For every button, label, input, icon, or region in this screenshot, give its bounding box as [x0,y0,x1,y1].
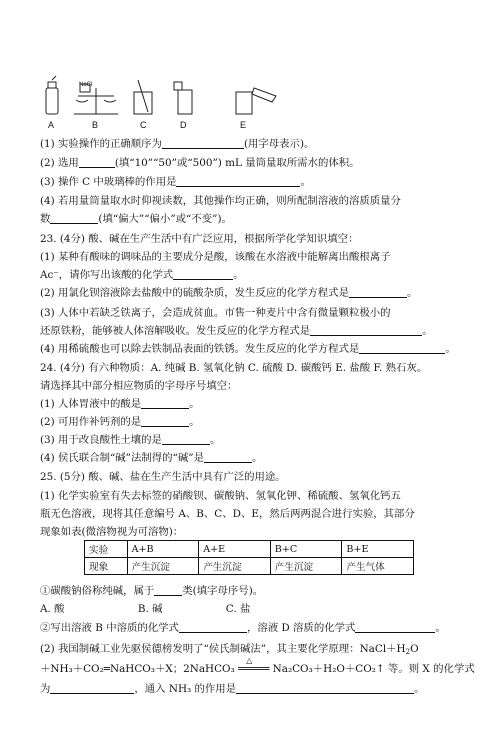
q25-item2: ②写出溶液 B 中溶质的化学式 ，溶液 D 溶质的化学式 。 [40,622,446,634]
table-cell: 产生沉淀 [199,558,271,575]
q23-part1b: Ac⁻，请你写出该酸的化学式 。 [40,269,244,281]
answer-blank[interactable] [141,398,189,409]
answer-blank[interactable] [162,434,210,445]
apparatus-figure [40,74,280,130]
q24-part3: (3) 用于改良酸性土壤的是 。 [40,434,221,446]
nacl-label: NaCl [79,82,93,88]
table-cell: B+C [270,541,342,558]
answer-blank[interactable] [141,416,189,427]
answer-blank[interactable] [79,157,115,168]
q25-part2a: (2) 我国制碱工业先驱侯德榜发明了“侯氏制碱法”，其主要化学原理：$NaCl+H_2O$ [40,643,419,656]
figure-label-b: B [92,120,99,130]
table-cell: 产生气体 [342,558,414,575]
q25-part2c: 为 ，通入 NH₃ 的作用是 。 [40,683,425,695]
option-b: B. 碱 [137,603,163,615]
table-row [85,541,414,558]
solution-q4: (4) 若用量筒量取水时仰视读数，其他操作均正确，则所配制溶液的溶质质量分 [40,195,401,207]
figure-label-e: E [240,120,247,130]
answer-blank[interactable] [310,325,422,336]
solution-q3: (3) 操作 C 中玻璃棒的作用是 。 [40,176,311,188]
solution-q4-cont: 数 (填“偏大”“偏小”或“不变”)。 [40,213,232,225]
figure-label-a: A [48,120,55,130]
q25-part1b: 瓶无色溶液，现将其任意编号 A、B、C、D、E，然后两两混合进行实验，其部分 [40,508,415,520]
q25-part1a: (1) 化学实验室有失去标签的硝酸钡、碳酸钠、氢氧化钾、稀硫酸、氢氧化钙五 [40,490,401,502]
q23-title: 23. (4分) 酸、碱在生产生活中有广泛应用，根据所学化学知识填空： [40,233,359,245]
answer-blank[interactable] [349,287,407,298]
heating-arrow: △ ═════ [238,656,270,675]
answer-blank[interactable] [176,176,300,187]
solution-q1: (1) 实验操作的正确顺序为 (用字母表示)。 [40,138,315,150]
answer-blank[interactable] [359,343,445,354]
q23-part3a: (3) 人体中若缺乏铁离子，会造成贫血。市售一种麦片中含有微量颗粒极小的 [40,307,391,319]
answer-blank[interactable] [204,452,252,463]
answer-blank[interactable] [355,622,435,633]
q24-part1: (1) 人体胃液中的酸是 。 [40,398,200,410]
q24-part2: (2) 可用作补钙剂的是 。 [40,416,200,428]
answer-blank[interactable] [50,683,134,694]
figure-label-d: D [180,120,187,130]
solution-q2: (2) 选用 (填“10”“50”或“500”) mL 量筒量取所需水的体积。 [40,157,360,169]
figure-label-c: C [140,120,147,130]
q24-title: 24. (4分) 有六种物质：A. 纯碱 B. 氢氧化钠 C. 硫酸 D. 碳酸钙 E. 盐酸 F. 熟石灰。 [40,362,428,374]
option-a: A. 酸 [40,603,65,615]
experiment-table [84,540,414,575]
table-cell: A+B [127,541,199,558]
table-cell: B+E [342,541,414,558]
answer-blank[interactable] [162,138,244,149]
table-cell: A+E [199,541,271,558]
q23-part2: (2) 用氯化钡溶液除去盐酸中的硫酸杂质，发生反应的化学方程式是 。 [40,287,418,299]
q25-item1: ①碳酸钠俗称纯碱，属于 类(填字母序号)。 [40,585,264,597]
answer-blank[interactable] [154,585,182,596]
table-row [85,558,414,575]
option-c: C. 盐 [225,603,251,615]
table-cell: 现象 [85,558,128,575]
q24-instruction: 请选择其中部分相应物质的字母序号填空： [40,380,238,392]
q23-part1a: (1) 某种有酸味的调味品的主要成分是酸，该酸在水溶液中能解离出酸根离子 [40,251,391,263]
table-cell: 产生沉淀 [127,558,199,575]
answer-blank[interactable] [50,213,98,224]
q23-part3b: 还原铁粉，能够被人体溶解吸收。发生反应的化学方程式是 。 [40,325,433,337]
q24-part4: (4) 侯氏联合制“碱”法制得的“碱”是 。 [40,452,263,464]
answer-blank[interactable] [236,683,414,694]
answer-blank[interactable] [179,622,247,633]
apparatus-drawing [40,74,280,120]
q25-part1c: 现象如表(微溶物视为可溶物)： [40,526,184,538]
answer-blank[interactable] [173,269,233,280]
q25-options [40,603,250,616]
table-cell: 实验 [85,541,128,558]
q25-title: 25. (5分) 酸、碱、盐在生产生活中具有广泛的用途。 [40,471,286,483]
q25-part2b: ＋NH₃＋CO₂═NaHCO₃＋X；2NaHCO₃ △ ═════ Na₂CO₃＋H₂O＋CO₂↑ 等。则 X 的化学式 [40,656,475,675]
q23-part4: (4) 用稀硫酸也可以除去铁制品表面的铁锈。发生反应的化学方程式是 。 [40,343,456,355]
table-cell: 产生沉淀 [270,558,342,575]
